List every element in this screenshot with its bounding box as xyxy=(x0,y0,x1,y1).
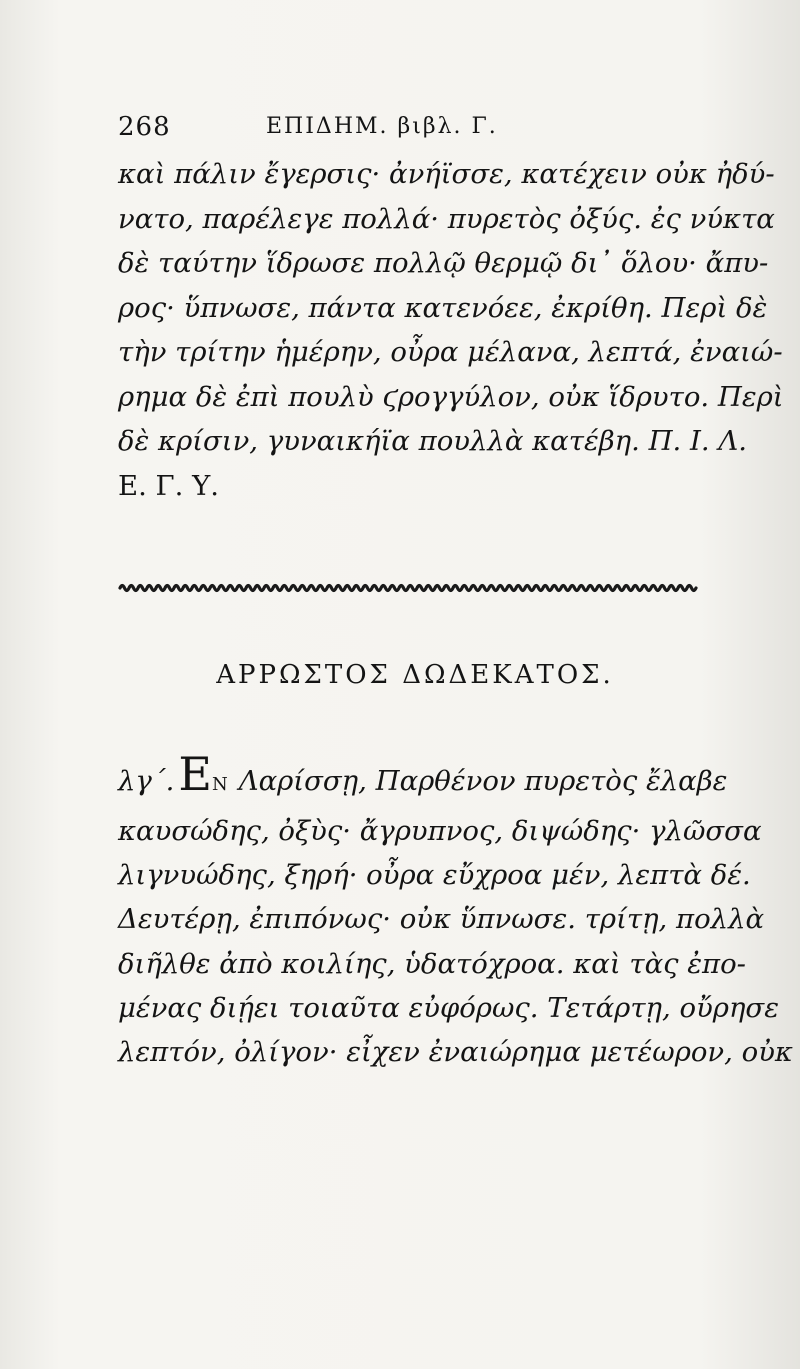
text-line: μένας διῄει τοιαῦτα εὐφόρως. Τετάρτῃ, οὔρησε xyxy=(118,991,779,1024)
text-line: ρος· ὕπνωσε, πάντα κατενόεε, ἐκρίθη. Περὶ δὲ xyxy=(118,291,768,324)
drop-cap: Ε xyxy=(178,747,212,801)
ornamental-divider xyxy=(118,581,700,595)
text-line: νατο, παρέλεγε πολλά· πυρετὸς ὀξύς. ἐς νύκτα xyxy=(118,202,775,235)
text-line: Ε. Γ. Υ. xyxy=(118,469,220,502)
text-line: διῆλθε ἀπὸ κοιλίης, ὑδατόχροα. καὶ τὰς ἐπο- xyxy=(118,947,746,980)
text-line: Λαρίσσῃ, Παρθένον πυρετὸς ἔλαβε xyxy=(238,765,728,797)
text-line: καὶ πάλιν ἔγερσις· ἀνήϊσσε, κατέχειν οὐκ ἠδύ- xyxy=(118,158,775,190)
paragraph-1 xyxy=(118,152,784,508)
chapter-number: λγ΄. xyxy=(118,765,175,797)
paragraph-2 xyxy=(118,747,793,1074)
paragraph-first-line xyxy=(118,747,728,809)
text-line: ρημα δὲ ἐπὶ πουλὺ ϛρογγύλον, οὐκ ἵδρυτο. Περὶ xyxy=(118,380,784,413)
small-caps-letter: Ν xyxy=(211,774,229,795)
text-line: δὲ κρίσιν, γυναικήϊα πουλλὰ κατέβη. Π. Ι. Λ. xyxy=(118,425,747,457)
text-line: καυσώδης, ὀξὺς· ἄγρυπνος, διψώδης· γλῶσσα xyxy=(118,815,762,847)
page-number: 268 xyxy=(118,112,171,142)
page-header xyxy=(118,112,708,152)
running-head: ΕΠΙΔΗΜ. βιβλ. Γ. xyxy=(266,114,498,139)
text-line: Δευτέρῃ, ἐπιπόνως· οὐκ ὕπνωσε. τρίτῃ, πολλὰ xyxy=(118,903,765,936)
text-line: λιγνυώδης, ξηρή· οὖρα εὔχροα μέν, λεπτὰ δέ. xyxy=(118,859,751,892)
section-title: ΑΡΡΩΣΤΟΣ ΔΩΔΕΚΑΤΟΣ. xyxy=(216,660,614,690)
text-line: τὴν τρίτην ἡμέρην, οὖρα μέλανα, λεπτά, ἐναιώ- xyxy=(118,336,783,368)
text-line: λεπτόν, ὀλίγον· εἶχεν ἐναιώρημα μετέωρον, οὐκ xyxy=(118,1036,793,1069)
text-line: δὲ ταύτην ἵδρωσε πολλῷ θερμῷ δι᾽ ὅλου· ἄπυ- xyxy=(118,247,769,279)
